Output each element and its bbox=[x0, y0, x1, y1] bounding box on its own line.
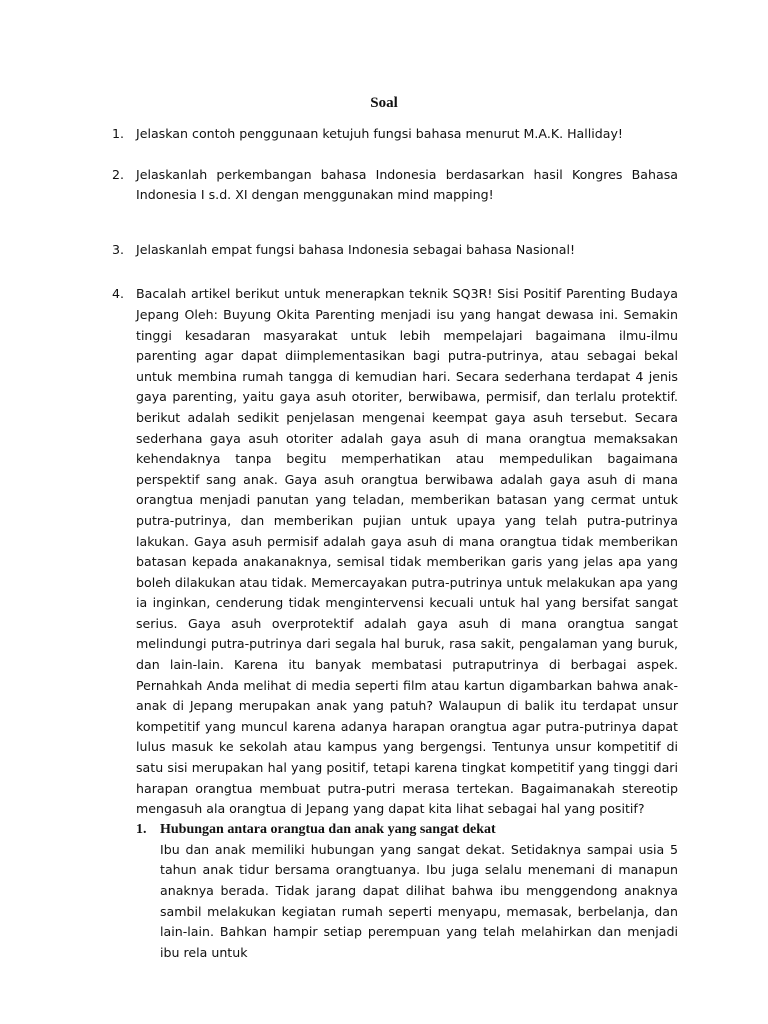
question-number: 4. bbox=[112, 286, 125, 302]
question-list bbox=[112, 124, 678, 963]
question-2 bbox=[112, 165, 678, 206]
question-number: 1. bbox=[112, 126, 125, 141]
question-text: Jelaskanlah empat fungsi bahasa Indonesia sebagai bahasa Nasional! bbox=[136, 241, 576, 257]
question-text: Jelaskan contoh penggunaan ketujuh fungsi bahasa menurut M.A.K. Halliday! bbox=[136, 126, 623, 141]
question-4 bbox=[112, 284, 678, 819]
question-1 bbox=[112, 124, 678, 145]
article-subsection bbox=[136, 820, 678, 964]
subsection-title: Hubungan antara orangtua dan anak yang sangat dekat bbox=[160, 821, 496, 837]
question-number: 2. bbox=[112, 166, 125, 182]
question-text: Bacalah artikel berikut untuk menerapkan teknik SQ3R! Sisi Positif Parenting Budaya Jepang Oleh: Buyung Okita Parenting menjadi isu yang hangat dewasa ini. Semakin tinggi kesadaran masyarakat untuk lebih mempelajari bagaimana ilmu-ilmu parenting agar dapat diimplementasikan bagi putra-putrinya, atau sebagai bekal untuk membina rumah tangga di kemudian hari. Secara sederhana terdapat 4 jenis gaya parenting, yaitu gaya asuh otoriter, berwibawa, permisif, dan terlalu protektif. berikut adalah sedikit penjelasan mengenai keempat gaya asuh tersebut. Secara sederhana gaya asuh otoriter adalah gaya asuh di mana orangtua memaksakan kehendaknya tanpa begitu memperhatikan atau mempedulikan bagaimana perspektif sang anak. Gaya asuh orangtua berwibawa adalah gaya asuh di mana orangtua menjadi panutan yang teladan, memberikan batasan yang cermat untuk putra-putrinya, dan memberikan pujian untuk upaya yang telah putra-putrinya lakukan. Gaya asuh permisif adalah gaya asuh di mana orangtua tidak memberikan batasan kepada anakanaknya, semisal tidak memberikan garis yang jelas apa yang boleh dilakukan atau tidak. Memercayakan putra-putrinya untuk melakukan apa yang ia inginkan, cenderung tidak mengintervensi kecuali untuk hal yang bersifat sangat serius. Gaya asuh overprotektif adalah gaya asuh di mana orangtua sangat melindungi putra-putrinya dari segala hal buruk, rasa sakit, pengalaman yang buruk, dan lain-lain. Karena itu banyak membatasi putraputrinya di berbagai aspek. Pernahkah Anda melihat di media seperti film atau kartun digambarkan bahwa anak-anak di Jepang merupakan anak yang patuh? Walaupun di balik itu terdapat unsur kompetitif yang muncul karena adanya harapan orangtua agar putra-putrinya dapat lulus masuk ke sekolah atau kampus yang bergengsi. Tentunya unsur kompetitif di satu sisi merupakan hal yang positif, tetapi karena tingkat kompetitif yang tinggi dari harapan orangtua membuat putra-putri merasa tertekan. Bagaimanakah stereotip mengasuh ala orangtua di Jepang yang dapat kita lihat sebagai hal yang positif? bbox=[136, 286, 678, 817]
question-3 bbox=[112, 240, 678, 261]
subsection-number: 1. bbox=[136, 821, 147, 837]
question-text: Jelaskanlah perkembangan bahasa Indonesia berdasarkan hasil Kongres Bahasa Indonesia I s.d. XI dengan menggunakan mind mapping! bbox=[136, 166, 678, 203]
subsection-body: Ibu dan anak memiliki hubungan yang sangat dekat. Setidaknya sampai usia 5 tahun anak tidur bersama orangtuanya. Ibu juga selalu menemani di manapun anaknya berada. Tidak jarang dapat dilihat bahwa ibu menggendong anaknya sambil melakukan kegiatan rumah seperti menyapu, memasak, berbelanja, dan lain-lain. Bahkan hampir setiap perempuan yang telah melahirkan dan menjadi ibu rela untuk bbox=[160, 841, 678, 960]
page-title: Soal bbox=[370, 95, 398, 111]
question-number: 3. bbox=[112, 241, 125, 257]
